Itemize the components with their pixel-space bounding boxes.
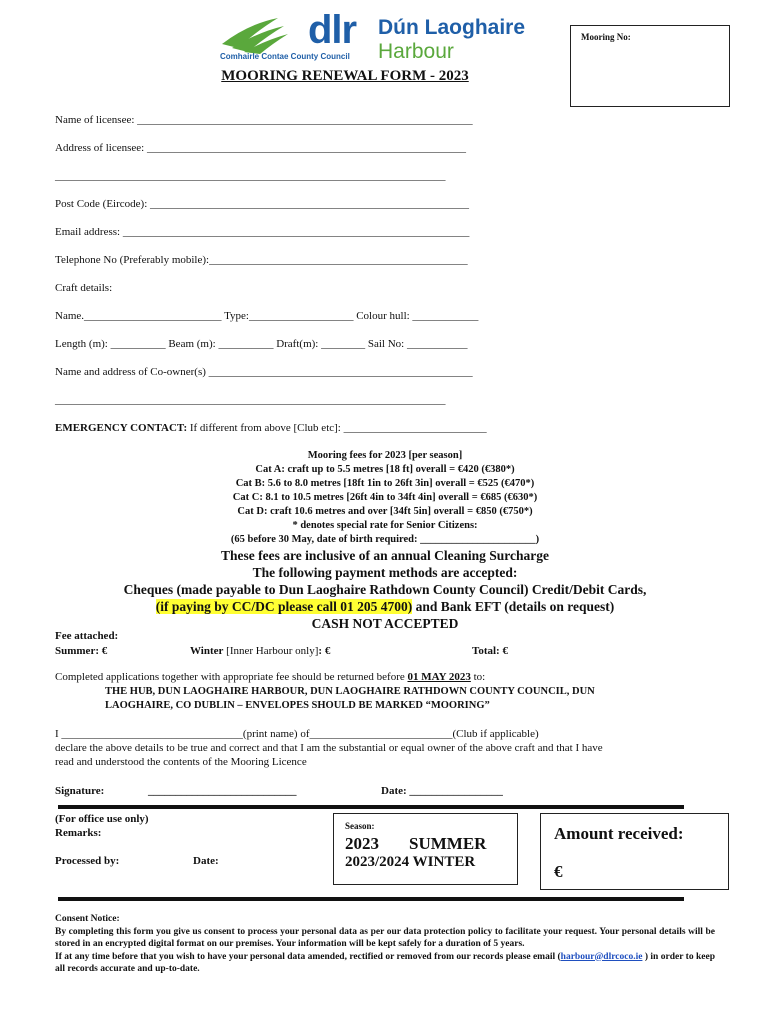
signature-label: Signature: xyxy=(55,785,105,797)
amount-euro: € xyxy=(554,862,563,881)
fee-cat-a: Cat A: craft up to 5.5 metres [18 ft] overall = €420 (€380*) xyxy=(255,464,515,475)
harbour-email-link[interactable]: harbour@dlrcoco.ie xyxy=(560,951,643,962)
return-instructions xyxy=(55,671,485,683)
licensee-address-line2[interactable]: _______________________________________________________________________ xyxy=(55,170,446,182)
divider-bottom xyxy=(58,897,684,901)
cash-not-accepted: CASH NOT ACCEPTED xyxy=(311,616,459,631)
senior-dob-field[interactable]: (65 before 30 May, date of birth required: ______________________) xyxy=(230,534,540,545)
fee-cat-c: Cat C: 8.1 to 10.5 metres [26ft 4in to 34ft 4in] overall = €685 (€630*) xyxy=(232,492,538,503)
declaration-line2: declare the above details to be true and correct and that I am the substantial or equal owner of the above craft and that I have xyxy=(55,742,603,754)
season-winter: 2023/2024 WINTER xyxy=(345,854,476,870)
amount-received-box xyxy=(540,813,729,890)
craft-name-type-colour-field[interactable]: Name._________________________ Type:___________________ Colour hull: ____________ xyxy=(55,310,479,322)
season-label: Season: xyxy=(345,821,375,831)
summer-fee-field[interactable]: Summer: € xyxy=(55,645,108,657)
licensee-name-field[interactable]: Name of licensee: _____________________________________________________________ xyxy=(55,114,473,126)
logo-council-text: Comhairle Contae County Council xyxy=(220,52,350,61)
fee-attached-label: Fee attached: xyxy=(55,630,119,642)
mooring-no-box[interactable] xyxy=(570,25,730,107)
season-box xyxy=(333,813,518,885)
emergency-contact-rest: If different from above [Club etc]: __________________________ xyxy=(187,422,487,434)
consent-p2-text: If at any time before that you wish to have your personal data amended, rectified or removed from our records please email ( xyxy=(55,951,561,962)
payment-line4 xyxy=(40,598,730,615)
return-address-line2: LAOGHAIRE, CO DUBLIN – ENVELOPES SHOULD BE MARKED “MOORING” xyxy=(105,700,490,711)
senior-note: * denotes special rate for Senior Citizens: xyxy=(292,520,478,531)
return-text: Completed applications together with appropriate fee should be returned before xyxy=(55,671,408,683)
signature-date-field[interactable]: Date: _________________ xyxy=(381,785,503,797)
licensee-address-field[interactable]: Address of licensee: __________________________________________________________ xyxy=(55,142,466,154)
logo-name-line1: Dún Laoghaire xyxy=(378,16,526,39)
fees-heading: Mooring fees for 2023 [per season] xyxy=(307,450,463,461)
consent-paragraph2 xyxy=(55,951,715,976)
coowner-field-line2[interactable]: _______________________________________________________________________ xyxy=(55,394,446,406)
payment-block xyxy=(40,547,730,632)
postcode-field[interactable]: Post Code (Eircode): __________________________________________________________ xyxy=(55,198,470,210)
logo-name-line2: Harbour xyxy=(378,40,454,63)
form-title: MOORING RENEWAL FORM - 2023 xyxy=(221,68,469,84)
dlr-logo xyxy=(218,8,558,66)
fees-block xyxy=(40,449,730,547)
card-phone-highlight: (if paying by CC/DC please call 01 205 4700) xyxy=(155,599,413,614)
declaration-line3: read and understood the contents of the Mooring Licence xyxy=(55,756,307,768)
office-use-label: (For office use only) xyxy=(55,813,149,825)
office-date-label: Date: xyxy=(193,855,219,867)
email-field[interactable]: Email address: _______________________________________________________________ xyxy=(55,226,470,238)
return-deadline: 01 MAY 2023 xyxy=(407,671,471,683)
consent-paragraph1: By completing this form you give us consent to process your personal data as per our data protection policy to facilitate your request. Your personal details will be stored in an encrypted digital format on our premises. Your information will be kept safely for a duration of 5 years. xyxy=(55,926,715,949)
payment-line4-rest: and Bank EFT (details on request) xyxy=(412,599,615,614)
mooring-no-label: Mooring No: xyxy=(581,32,631,42)
consent-p2-end: ) in order to keep all records accurate and up-to-date. xyxy=(55,951,715,974)
declaration-name-field[interactable]: I _________________________________(print name) of__________________________(Club if applicable) xyxy=(55,728,539,740)
amount-received-label: Amount received: xyxy=(554,824,684,843)
emergency-contact-field[interactable] xyxy=(55,422,487,434)
telephone-field[interactable]: Telephone No (Preferably mobile):_______________________________________________ xyxy=(55,254,468,266)
signature-field[interactable]: ___________________________ xyxy=(148,785,297,797)
winter-label: Winter xyxy=(190,645,224,657)
coowner-field[interactable]: Name and address of Co-owner(s) ________________________________________________ xyxy=(55,366,473,378)
consent-title: Consent Notice: xyxy=(55,914,120,924)
winter-note: [Inner Harbour only] xyxy=(223,645,319,657)
fee-cat-b: Cat B: 5.6 to 8.0 metres [18ft 1in to 26ft 3in] overall = €525 (€470*) xyxy=(235,478,535,489)
consent-notice xyxy=(55,913,715,976)
divider-top xyxy=(58,805,684,809)
emergency-contact-label: EMERGENCY CONTACT: xyxy=(55,422,188,434)
season-summer xyxy=(345,834,486,854)
fee-cat-d: Cat D: craft 10.6 metres and over [34ft 5in] overall = €850 (€750*) xyxy=(237,506,533,517)
season-year: 2023 xyxy=(345,834,379,853)
payment-line1: These fees are inclusive of an annual Cleaning Surcharge xyxy=(220,548,549,563)
logo-dlr-text: dlr xyxy=(308,8,357,52)
season-summer-label: SUMMER xyxy=(409,834,487,853)
craft-details-label: Craft details: xyxy=(55,282,113,294)
remarks-label: Remarks: xyxy=(55,827,102,839)
return-address-line1: THE HUB, DUN LAOGHAIRE HARBOUR, DUN LAOGHAIRE RATHDOWN COUNTY COUNCIL, DUN xyxy=(105,686,595,697)
payment-line3: Cheques (made payable to Dun Laoghaire Rathdown County Council) Credit/Debit Cards, xyxy=(123,582,647,597)
craft-dimensions-field[interactable]: Length (m): __________ Beam (m): __________ Draft(m): ________ Sail No: ___________ xyxy=(55,338,468,350)
winter-euro: : € xyxy=(318,645,331,657)
payment-line2: The following payment methods are accepted: xyxy=(252,565,518,580)
winter-fee-field[interactable] xyxy=(190,645,330,657)
total-fee-field[interactable]: Total: € xyxy=(472,645,508,657)
return-text-end: to: xyxy=(470,671,486,683)
processed-by-label: Processed by: xyxy=(55,855,120,867)
